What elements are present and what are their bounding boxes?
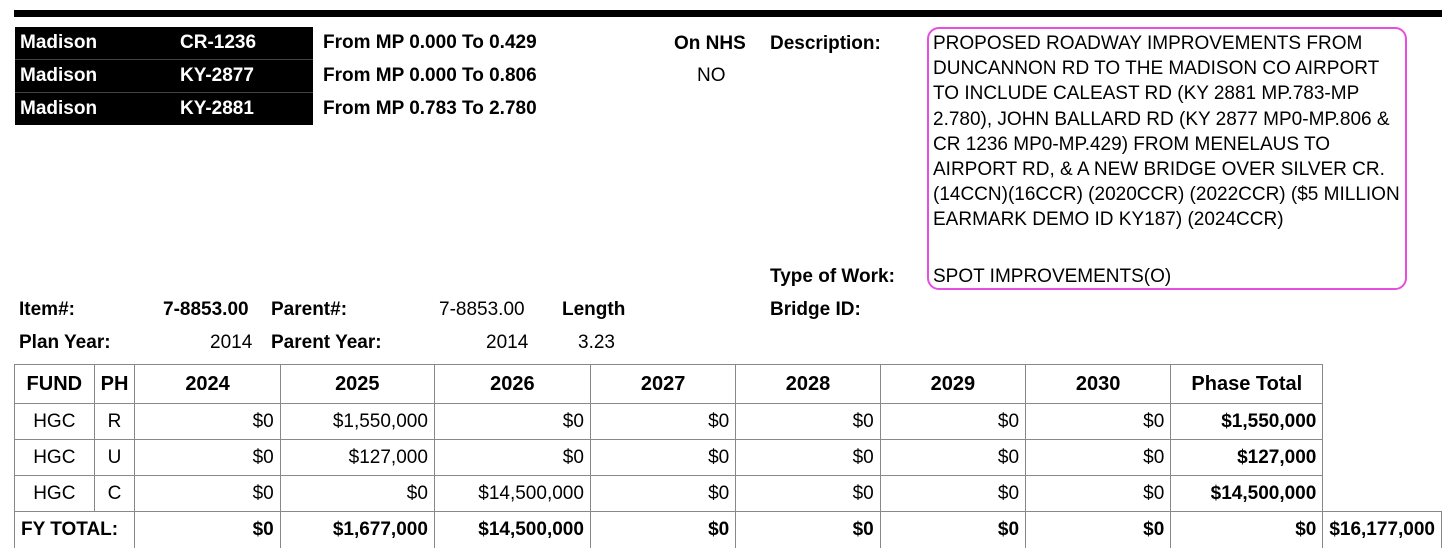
fund-cell: HGC: [15, 476, 95, 512]
fy-total-cell: $0: [590, 512, 735, 548]
amount-cell: $0: [280, 476, 434, 512]
col-header-fund: FUND: [15, 365, 95, 404]
type-of-work-label: Type of Work:: [770, 266, 895, 287]
description-text: PROPOSED ROADWAY IMPROVEMENTS FROM DUNCANNON RD TO THE MADISON CO AIRPORT TO INCLUDE CALEAST RD (KY 2881 MP.783-MP 2.780), JOHN BALLARD RD (KY 2877 MP0-MP.806 & CR 1236 MP0-MP.429) FROM MENELAUS TO AIRPORT RD, & A NEW BRIDGE OVER SILVER CR.(14CCN)(16CCR) (2020CCR) (2022CCR) ($5 MILLION EARMARK DEMO ID KY187) (2024CCR): [933, 33, 1400, 231]
milepoint-range: From MP 0.000 To 0.429: [323, 32, 537, 54]
amount-cell: $0: [434, 440, 590, 476]
amount-cell: $0: [590, 440, 735, 476]
route-row: [15, 93, 537, 126]
fy-total-row: [15, 512, 1442, 548]
route-cell: CR-1236: [175, 27, 313, 60]
bridge-id-label: Bridge ID:: [770, 299, 861, 320]
amount-cell: $14,500,000: [434, 476, 590, 512]
col-header-2028: 2028: [736, 365, 880, 404]
col-header-2025: 2025: [280, 365, 434, 404]
nhs-value: NO: [697, 65, 726, 86]
type-of-work-value: SPOT IMPROVEMENTS(O): [933, 266, 1172, 287]
table-header-row: [15, 365, 1442, 404]
col-header-2030: 2030: [1026, 365, 1171, 404]
grand-total-cell: $16,177,000: [1323, 512, 1442, 548]
fy-total-cell: $14,500,000: [434, 512, 590, 548]
phase-cell: U: [94, 440, 135, 476]
fy-total-label: FY TOTAL:: [15, 512, 135, 548]
parent-label: Parent#:: [271, 299, 348, 320]
amount-cell: $0: [135, 440, 280, 476]
amount-cell: $0: [1026, 440, 1171, 476]
table-row: [15, 404, 1442, 440]
amount-cell: $0: [590, 404, 735, 440]
route-row: [15, 60, 537, 93]
fund-cell: HGC: [15, 440, 95, 476]
county-cell: Madison: [15, 27, 175, 60]
amount-cell: $0: [880, 476, 1025, 512]
amount-cell: $0: [135, 476, 280, 512]
milepoint-range: From MP 0.000 To 0.806: [323, 65, 537, 86]
fy-total-cell: $0: [880, 512, 1025, 548]
amount-cell: $0: [880, 440, 1025, 476]
length-value: 3.23: [578, 332, 615, 353]
fy-total-cell: $0: [135, 512, 280, 548]
item-label: Item#:: [19, 299, 75, 320]
amount-cell: $0: [736, 476, 880, 512]
col-header-phase: PH: [94, 365, 135, 404]
fy-total-cell: $1,677,000: [280, 512, 434, 548]
amount-cell: $0: [590, 476, 735, 512]
route-row: [15, 27, 537, 60]
amount-cell: $0: [135, 404, 280, 440]
fund-cell: HGC: [15, 404, 95, 440]
amount-cell: $0: [1026, 404, 1171, 440]
parent-value: 7-8853.00: [439, 299, 525, 320]
col-header-2029: 2029: [880, 365, 1025, 404]
amount-cell: $0: [434, 404, 590, 440]
table-row: [15, 440, 1442, 476]
route-list: [15, 27, 537, 125]
amount-cell: $0: [736, 404, 880, 440]
parent-year-value: 2014: [486, 332, 529, 353]
funding-table: [14, 364, 1442, 548]
phase-cell: R: [94, 404, 135, 440]
amount-cell: $0: [736, 440, 880, 476]
parent-year-label: Parent Year:: [271, 332, 382, 353]
col-header-2026: 2026: [434, 365, 590, 404]
col-header-2027: 2027: [590, 365, 735, 404]
item-value: 7-8853.00: [163, 299, 249, 320]
top-rule: [14, 10, 1442, 17]
phase-cell: C: [94, 476, 135, 512]
phase-total-cell: $127,000: [1171, 440, 1323, 476]
fy-total-cell: $0: [736, 512, 880, 548]
nhs-label: On NHS: [674, 33, 746, 54]
col-header-2024: 2024: [135, 365, 280, 404]
length-label: Length: [562, 299, 626, 320]
route-cell: KY-2877: [175, 60, 313, 93]
fy-total-cell: $0: [1026, 512, 1171, 548]
county-cell: Madison: [15, 60, 175, 93]
phase-total-cell: $1,550,000: [1171, 404, 1323, 440]
amount-cell: $0: [1026, 476, 1171, 512]
grand-total-cell: $0: [1171, 512, 1323, 548]
phase-total-cell: $14,500,000: [1171, 476, 1323, 512]
county-cell: Madison: [15, 93, 175, 126]
amount-cell: $127,000: [280, 440, 434, 476]
table-row: [15, 476, 1442, 512]
description-label: Description:: [770, 33, 881, 54]
plan-year-value: 2014: [210, 332, 253, 353]
amount-cell: $1,550,000: [280, 404, 434, 440]
amount-cell: $0: [880, 404, 1025, 440]
milepoint-range: From MP 0.783 To 2.780: [323, 97, 537, 119]
col-header-phase-total: Phase Total: [1171, 365, 1323, 404]
plan-year-label: Plan Year:: [19, 332, 111, 353]
route-cell: KY-2881: [175, 93, 313, 126]
